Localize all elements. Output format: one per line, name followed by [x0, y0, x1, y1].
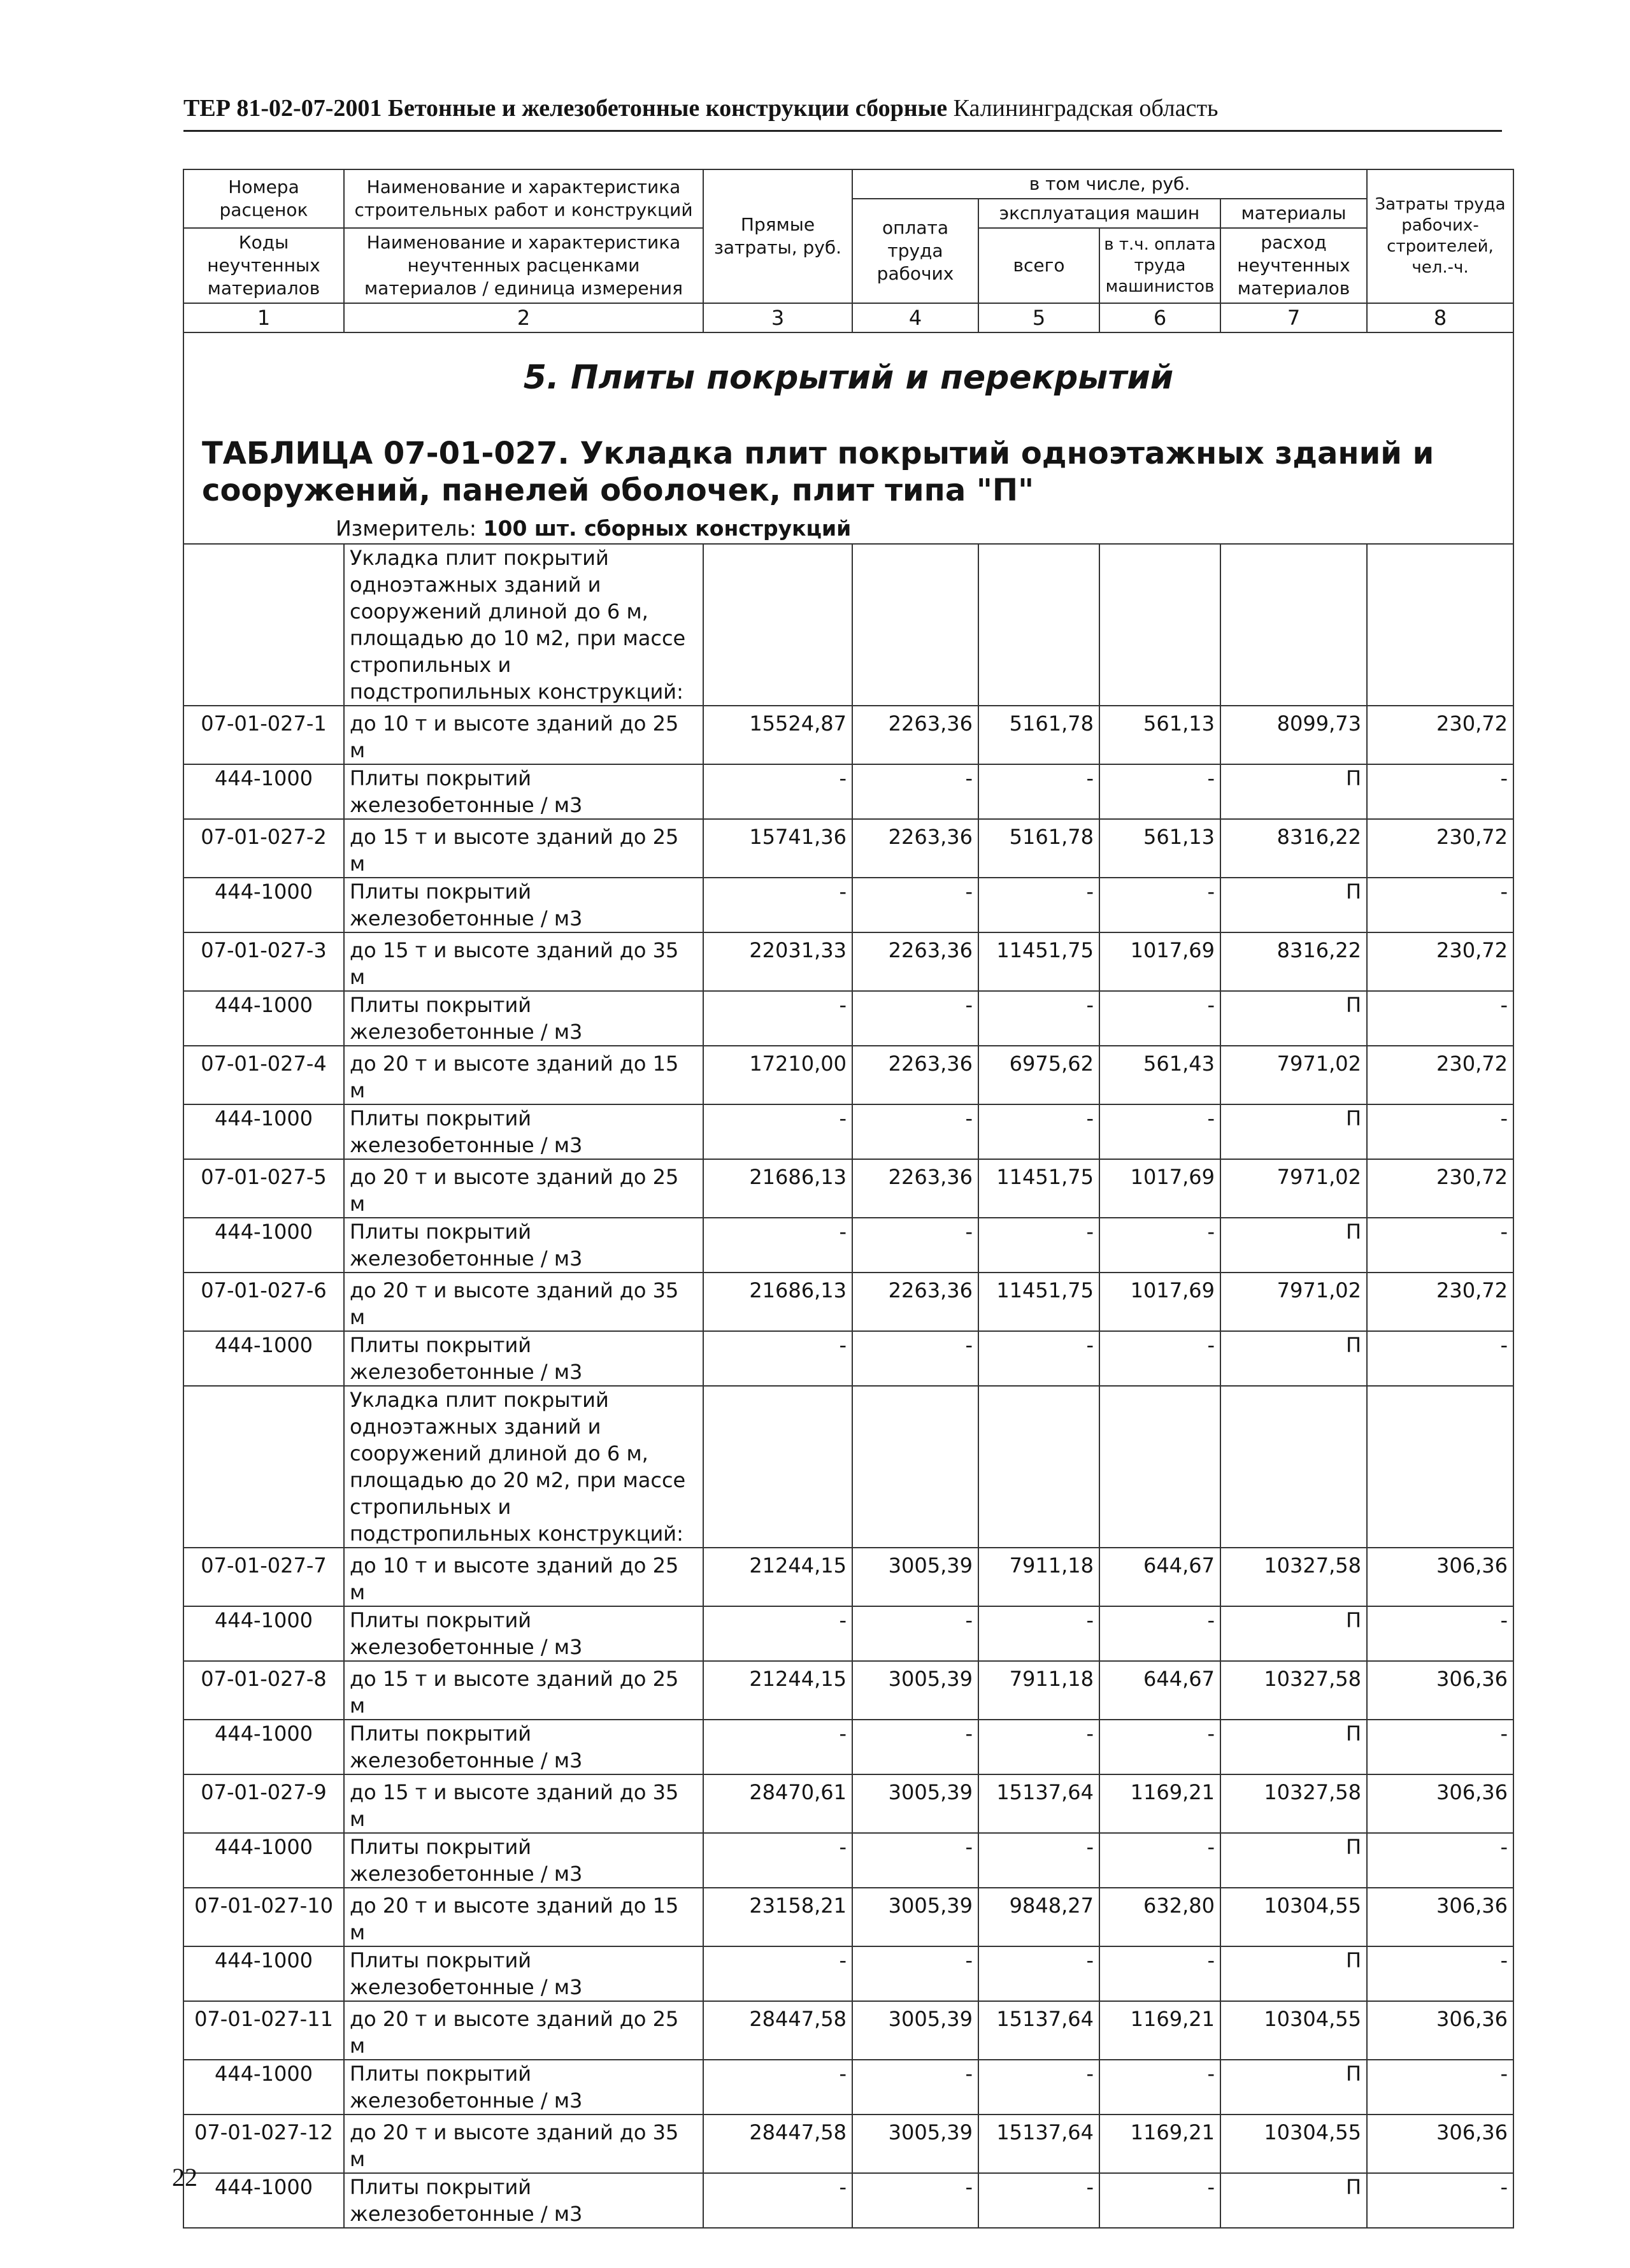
labor-hours: 230,72 — [1367, 1046, 1513, 1104]
material-dash: - — [978, 878, 1099, 932]
rate-code: 07-01-027-2 — [183, 819, 344, 878]
work-description: до 10 т и высоте зданий до 25 м — [344, 1548, 703, 1606]
col-6-header: в т.ч. оплата труда машинистов — [1099, 228, 1220, 303]
rate-row — [183, 1159, 1513, 1218]
direct-costs: 17210,00 — [703, 1046, 852, 1104]
rate-row — [183, 819, 1513, 878]
material-consumption: П — [1220, 1833, 1367, 1888]
material-row — [183, 2060, 1513, 2115]
material-dash: - — [978, 2173, 1099, 2228]
material-name: Плиты покрытий железобетонные / м3 — [344, 878, 703, 932]
col-7-header: расход неучтенных материалов — [1220, 228, 1367, 303]
rate-code: 07-01-027-9 — [183, 1774, 344, 1833]
worker-wages: 3005,39 — [852, 1774, 978, 1833]
material-consumption: П — [1220, 2173, 1367, 2228]
direct-costs: 21244,15 — [703, 1661, 852, 1720]
material-dash: - — [978, 1331, 1099, 1386]
material-consumption: П — [1220, 1331, 1367, 1386]
work-description: до 20 т и высоте зданий до 15 м — [344, 1888, 703, 1946]
running-header — [183, 94, 1496, 122]
materials-cost: 8316,22 — [1220, 932, 1367, 991]
group-2-description: Укладка плит покрытий одноэтажных зданий и сооружений длиной до 6 м, площадью до 20 м2, при массе стропильных и подстропильных конструкций: — [344, 1386, 703, 1548]
machinist-wages: 1017,69 — [1099, 1273, 1220, 1331]
direct-costs: 15524,87 — [703, 706, 852, 764]
material-name: Плиты покрытий железобетонные / м3 — [344, 764, 703, 819]
direct-costs: 28470,61 — [703, 1774, 852, 1833]
col-index: 5 — [978, 303, 1099, 332]
materials-cost: 7971,02 — [1220, 1046, 1367, 1104]
material-dash: - — [1367, 1946, 1513, 2001]
work-description: до 15 т и высоте зданий до 35 м — [344, 1774, 703, 1833]
material-dash: - — [1099, 1720, 1220, 1774]
material-dash: - — [852, 1104, 978, 1159]
machinist-wages: 644,67 — [1099, 1548, 1220, 1606]
rate-row — [183, 1273, 1513, 1331]
worker-wages: 2263,36 — [852, 819, 978, 878]
machinist-wages: 1169,21 — [1099, 2001, 1220, 2060]
machinist-wages: 1169,21 — [1099, 2115, 1220, 2173]
material-code: 444-1000 — [183, 2060, 344, 2115]
work-description: до 15 т и высоте зданий до 25 м — [344, 819, 703, 878]
col-4-header: оплата труда рабочих — [852, 199, 978, 303]
rate-code: 07-01-027-8 — [183, 1661, 344, 1720]
rates-table — [183, 169, 1514, 2229]
material-dash: - — [1099, 1946, 1220, 2001]
direct-costs: 21244,15 — [703, 1548, 852, 1606]
material-consumption: П — [1220, 1606, 1367, 1661]
machine-total: 5161,78 — [978, 819, 1099, 878]
work-description: до 15 т и высоте зданий до 25 м — [344, 1661, 703, 1720]
table-body — [183, 332, 1513, 2228]
material-name: Плиты покрытий железобетонные / м3 — [344, 1720, 703, 1774]
material-name: Плиты покрытий железобетонные / м3 — [344, 2060, 703, 2115]
direct-costs: 28447,58 — [703, 2001, 852, 2060]
machine-total: 11451,75 — [978, 932, 1099, 991]
material-dash: - — [852, 1946, 978, 2001]
worker-wages: 3005,39 — [852, 2001, 978, 2060]
material-row — [183, 1833, 1513, 1888]
machinist-wages: 632,80 — [1099, 1888, 1220, 1946]
material-dash: - — [1099, 764, 1220, 819]
work-description: до 20 т и высоте зданий до 25 м — [344, 1159, 703, 1218]
material-dash: - — [1099, 2173, 1220, 2228]
materials-cost: 8316,22 — [1220, 819, 1367, 878]
material-row — [183, 878, 1513, 932]
machinist-wages: 1169,21 — [1099, 1774, 1220, 1833]
material-dash: - — [1367, 2173, 1513, 2228]
rate-row — [183, 1888, 1513, 1946]
material-dash: - — [978, 1104, 1099, 1159]
material-dash: - — [1367, 1606, 1513, 1661]
material-code: 444-1000 — [183, 1104, 344, 1159]
labor-hours: 230,72 — [1367, 932, 1513, 991]
group-1-description: Укладка плит покрытий одноэтажных зданий и сооружений длиной до 6 м, площадью до 10 м2, при массе стропильных и подстропильных конструкций: — [344, 544, 703, 706]
col-1-bottom: Коды неучтенных материалов — [183, 228, 344, 303]
material-code: 444-1000 — [183, 764, 344, 819]
material-code: 444-1000 — [183, 2173, 344, 2228]
material-dash: - — [703, 878, 852, 932]
material-dash: - — [852, 2173, 978, 2228]
material-dash: - — [978, 1720, 1099, 1774]
material-dash: - — [703, 1104, 852, 1159]
material-consumption: П — [1220, 1720, 1367, 1774]
machines-header: эксплуатация машин — [978, 199, 1220, 228]
doc-code: ТЕР 81-02-07-2001 — [183, 95, 382, 122]
page-number: 22 — [172, 2163, 197, 2192]
material-dash: - — [1099, 1218, 1220, 1273]
worker-wages: 2263,36 — [852, 1046, 978, 1104]
material-dash: - — [1367, 1218, 1513, 1273]
material-dash: - — [703, 2173, 852, 2228]
direct-costs: 21686,13 — [703, 1159, 852, 1218]
material-dash: - — [852, 2060, 978, 2115]
col-index: 2 — [344, 303, 703, 332]
labor-hours: 306,36 — [1367, 2001, 1513, 2060]
materials-cost: 8099,73 — [1220, 706, 1367, 764]
table-title: ТАБЛИЦА 07-01-027. Укладка плит покрытий одноэтажных зданий и сооружений, панелей оболочек, плит типа "П" — [202, 436, 1434, 508]
worker-wages: 3005,39 — [852, 2115, 978, 2173]
materials-cost: 10304,55 — [1220, 2115, 1367, 2173]
material-dash: - — [1099, 1331, 1220, 1386]
doc-region: Калининградская область — [953, 95, 1219, 122]
machinist-wages: 1017,69 — [1099, 1159, 1220, 1218]
material-dash: - — [978, 764, 1099, 819]
material-dash: - — [703, 1606, 852, 1661]
material-name: Плиты покрытий железобетонные / м3 — [344, 1331, 703, 1386]
material-code: 444-1000 — [183, 1331, 344, 1386]
col-index: 6 — [1099, 303, 1220, 332]
col-index: 3 — [703, 303, 852, 332]
material-dash: - — [703, 1218, 852, 1273]
rates-sheet — [183, 169, 1513, 2229]
worker-wages: 2263,36 — [852, 932, 978, 991]
material-dash: - — [852, 878, 978, 932]
header-rule — [183, 130, 1502, 132]
direct-costs: 22031,33 — [703, 932, 852, 991]
material-dash: - — [852, 1331, 978, 1386]
rate-row — [183, 706, 1513, 764]
labor-hours: 306,36 — [1367, 1548, 1513, 1606]
material-dash: - — [852, 1218, 978, 1273]
material-dash: - — [978, 991, 1099, 1046]
rate-code: 07-01-027-7 — [183, 1548, 344, 1606]
material-name: Плиты покрытий железобетонные / м3 — [344, 991, 703, 1046]
rate-row — [183, 1046, 1513, 1104]
rate-row — [183, 2115, 1513, 2173]
material-row — [183, 2173, 1513, 2228]
material-name: Плиты покрытий железобетонные / м3 — [344, 1218, 703, 1273]
worker-wages: 3005,39 — [852, 1661, 978, 1720]
col-3-header: Прямые затраты, руб. — [703, 169, 852, 303]
material-row — [183, 764, 1513, 819]
worker-wages: 2263,36 — [852, 706, 978, 764]
col-index: 4 — [852, 303, 978, 332]
material-dash: - — [1367, 1720, 1513, 1774]
material-dash: - — [1367, 1833, 1513, 1888]
rate-code: 07-01-027-3 — [183, 932, 344, 991]
unit-value: 100 шт. сборных конструкций — [483, 516, 852, 541]
work-description: до 15 т и высоте зданий до 35 м — [344, 932, 703, 991]
materials-cost: 10304,55 — [1220, 1888, 1367, 1946]
labor-hours: 230,72 — [1367, 819, 1513, 878]
labor-hours: 230,72 — [1367, 1273, 1513, 1331]
unit-label: Измеритель: — [336, 516, 477, 541]
machine-total: 5161,78 — [978, 706, 1099, 764]
material-row — [183, 1218, 1513, 1273]
materials-cost: 10327,58 — [1220, 1661, 1367, 1720]
material-name: Плиты покрытий железобетонные / м3 — [344, 1833, 703, 1888]
material-dash: - — [703, 1331, 852, 1386]
material-dash: - — [852, 991, 978, 1046]
material-dash: - — [852, 1833, 978, 1888]
material-dash: - — [1367, 878, 1513, 932]
machine-total: 6975,62 — [978, 1046, 1099, 1104]
rate-code: 07-01-027-10 — [183, 1888, 344, 1946]
machine-total: 15137,64 — [978, 2115, 1099, 2173]
material-dash: - — [852, 1606, 978, 1661]
material-dash: - — [1099, 1833, 1220, 1888]
material-code: 444-1000 — [183, 1720, 344, 1774]
labor-hours: 306,36 — [1367, 1661, 1513, 1720]
table-header — [183, 169, 1513, 332]
material-name: Плиты покрытий железобетонные / м3 — [344, 1606, 703, 1661]
work-description: до 20 т и высоте зданий до 35 м — [344, 2115, 703, 2173]
machinist-wages: 561,43 — [1099, 1046, 1220, 1104]
material-dash: - — [978, 1833, 1099, 1888]
material-dash: - — [1099, 878, 1220, 932]
rate-code: 07-01-027-11 — [183, 2001, 344, 2060]
column-index-row — [183, 303, 1513, 332]
col-2-top: Наименование и характеристика строительных работ и конструкций — [344, 169, 703, 228]
material-name: Плиты покрытий железобетонные / м3 — [344, 1104, 703, 1159]
material-code: 444-1000 — [183, 1606, 344, 1661]
material-row — [183, 1104, 1513, 1159]
direct-costs: 21686,13 — [703, 1273, 852, 1331]
material-dash: - — [1099, 1104, 1220, 1159]
material-dash: - — [703, 1720, 852, 1774]
machine-total: 7911,18 — [978, 1548, 1099, 1606]
material-dash: - — [1099, 1606, 1220, 1661]
materials-cost: 7971,02 — [1220, 1159, 1367, 1218]
material-consumption: П — [1220, 1218, 1367, 1273]
labor-hours: 306,36 — [1367, 1774, 1513, 1833]
material-dash: - — [703, 764, 852, 819]
material-dash: - — [703, 1833, 852, 1888]
machine-total: 11451,75 — [978, 1159, 1099, 1218]
rate-code: 07-01-027-1 — [183, 706, 344, 764]
material-dash: - — [978, 1606, 1099, 1661]
material-row — [183, 991, 1513, 1046]
material-consumption: П — [1220, 1104, 1367, 1159]
rate-code: 07-01-027-5 — [183, 1159, 344, 1218]
machinist-wages: 1017,69 — [1099, 932, 1220, 991]
doc-title: Бетонные и железобетонные конструкции сборные — [387, 95, 948, 122]
direct-costs: 28447,58 — [703, 2115, 852, 2173]
rate-code: 07-01-027-4 — [183, 1046, 344, 1104]
section-title: 5. Плиты покрытий и перекрытий — [523, 359, 1174, 397]
machinist-wages: 644,67 — [1099, 1661, 1220, 1720]
material-consumption: П — [1220, 2060, 1367, 2115]
material-consumption: П — [1220, 764, 1367, 819]
worker-wages: 2263,36 — [852, 1159, 978, 1218]
material-code: 444-1000 — [183, 1946, 344, 2001]
work-description: до 20 т и высоте зданий до 25 м — [344, 2001, 703, 2060]
material-code: 444-1000 — [183, 991, 344, 1046]
machinist-wages: 561,13 — [1099, 706, 1220, 764]
direct-costs: 23158,21 — [703, 1888, 852, 1946]
worker-wages: 3005,39 — [852, 1888, 978, 1946]
labor-hours: 306,36 — [1367, 1888, 1513, 1946]
material-dash: - — [703, 2060, 852, 2115]
col-index: 7 — [1220, 303, 1367, 332]
labor-hours: 230,72 — [1367, 706, 1513, 764]
work-description: до 20 т и высоте зданий до 15 м — [344, 1046, 703, 1104]
material-dash: - — [1099, 2060, 1220, 2115]
material-dash: - — [978, 1946, 1099, 2001]
material-dash: - — [1099, 991, 1220, 1046]
machine-total: 11451,75 — [978, 1273, 1099, 1331]
machine-total: 9848,27 — [978, 1888, 1099, 1946]
material-dash: - — [703, 1946, 852, 2001]
material-name: Плиты покрытий железобетонные / м3 — [344, 2173, 703, 2228]
material-code: 444-1000 — [183, 1833, 344, 1888]
material-code: 444-1000 — [183, 1218, 344, 1273]
worker-wages: 2263,36 — [852, 1273, 978, 1331]
machine-total: 7911,18 — [978, 1661, 1099, 1720]
rate-code: 07-01-027-12 — [183, 2115, 344, 2173]
machine-total: 15137,64 — [978, 2001, 1099, 2060]
machine-total: 15137,64 — [978, 1774, 1099, 1833]
material-dash: - — [1367, 991, 1513, 1046]
col-5-header: всего — [978, 228, 1099, 303]
material-row — [183, 1331, 1513, 1386]
materials-cost: 10327,58 — [1220, 1774, 1367, 1833]
worker-wages: 3005,39 — [852, 1548, 978, 1606]
material-row — [183, 1946, 1513, 2001]
rate-row — [183, 932, 1513, 991]
material-dash: - — [978, 2060, 1099, 2115]
col-index: 1 — [183, 303, 344, 332]
material-dash: - — [852, 1720, 978, 1774]
materials-cost: 10327,58 — [1220, 1548, 1367, 1606]
materials-header: материалы — [1220, 199, 1367, 228]
rate-code: 07-01-027-6 — [183, 1273, 344, 1331]
material-dash: - — [703, 991, 852, 1046]
rate-row — [183, 2001, 1513, 2060]
rate-row — [183, 1661, 1513, 1720]
rate-row — [183, 1774, 1513, 1833]
materials-cost: 10304,55 — [1220, 2001, 1367, 2060]
materials-cost: 7971,02 — [1220, 1273, 1367, 1331]
material-dash: - — [978, 1218, 1099, 1273]
labor-hours: 230,72 — [1367, 1159, 1513, 1218]
material-consumption: П — [1220, 991, 1367, 1046]
material-consumption: П — [1220, 878, 1367, 932]
material-dash: - — [1367, 1331, 1513, 1386]
labor-hours: 306,36 — [1367, 2115, 1513, 2173]
work-description: до 20 т и высоте зданий до 35 м — [344, 1273, 703, 1331]
material-code: 444-1000 — [183, 878, 344, 932]
unit-line — [189, 514, 1508, 543]
col-2-bottom: Наименование и характеристика неучтенных расценками материалов / единица измерения — [344, 228, 703, 303]
material-dash: - — [1367, 764, 1513, 819]
material-dash: - — [852, 764, 978, 819]
material-dash: - — [1367, 2060, 1513, 2115]
col-1-top: Номера расценок — [183, 169, 344, 228]
material-dash: - — [1367, 1104, 1513, 1159]
material-row — [183, 1606, 1513, 1661]
machinist-wages: 561,13 — [1099, 819, 1220, 878]
rate-row — [183, 1548, 1513, 1606]
material-name: Плиты покрытий железобетонные / м3 — [344, 1946, 703, 2001]
direct-costs: 15741,36 — [703, 819, 852, 878]
incl-header: в том числе, руб. — [852, 169, 1367, 199]
material-row — [183, 1720, 1513, 1774]
work-description: до 10 т и высоте зданий до 25 м — [344, 706, 703, 764]
col-index: 8 — [1367, 303, 1513, 332]
material-consumption: П — [1220, 1946, 1367, 2001]
col-8-header: Затраты труда рабочих-строителей, чел.-ч. — [1367, 169, 1513, 303]
